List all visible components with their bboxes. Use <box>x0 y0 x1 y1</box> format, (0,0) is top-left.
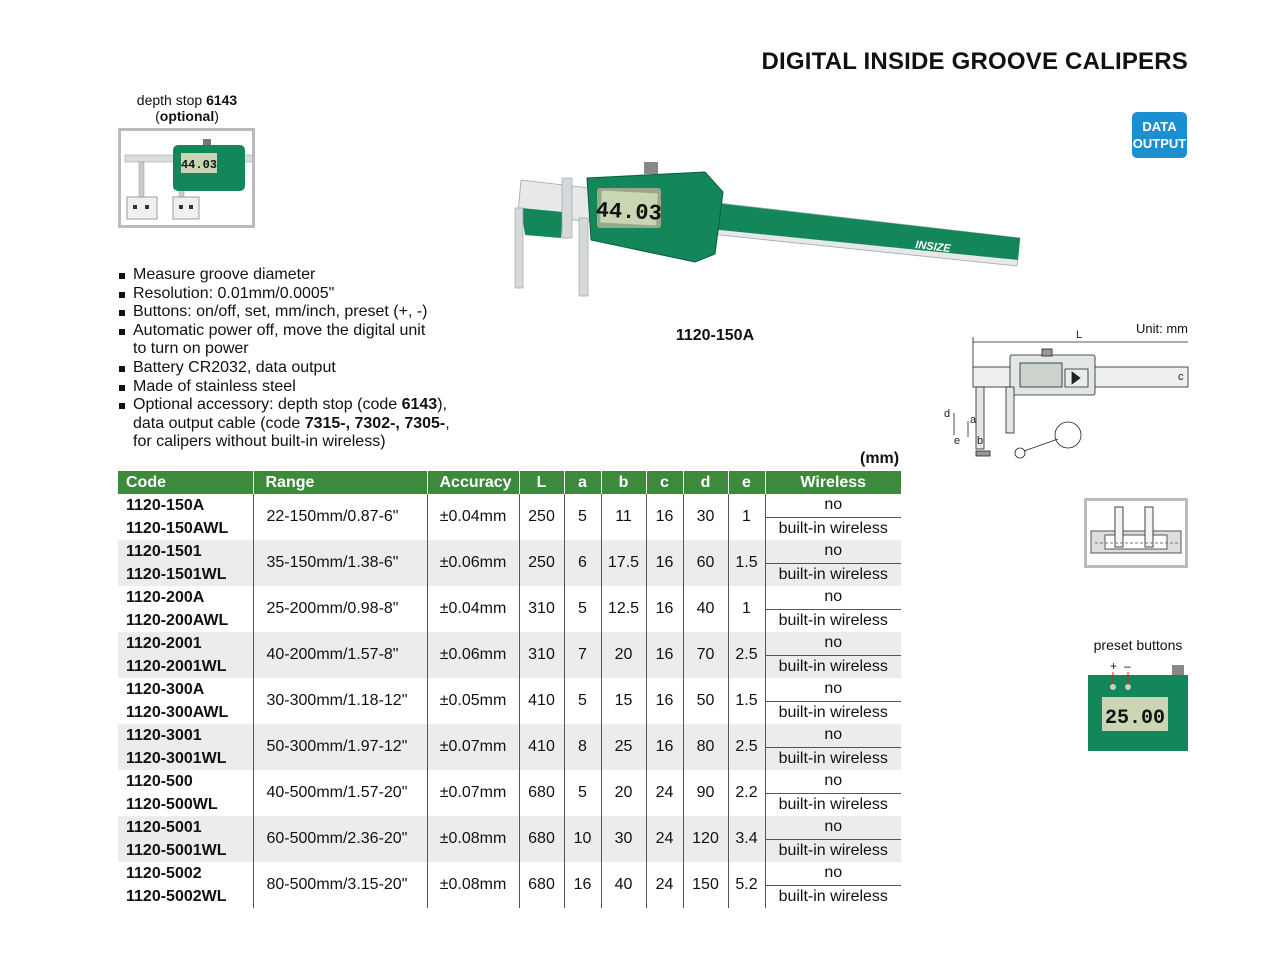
c-cell: 16 <box>646 586 683 632</box>
accuracy-cell: ±0.06mm <box>427 540 519 586</box>
range-cell: 30-300mm/1.18-12" <box>253 678 427 724</box>
feature-item: Optional accessory: depth stop (code 6143), <box>118 396 478 415</box>
accuracy-cell: ±0.06mm <box>427 632 519 678</box>
wireless-cell: no <box>765 586 901 609</box>
code-cell: 1120-5001 <box>118 816 253 839</box>
table-row <box>118 770 901 793</box>
code-cell: 1120-200A <box>118 586 253 609</box>
l-cell: 680 <box>519 816 564 862</box>
wireless-cell: no <box>765 770 901 793</box>
wireless-cell: built-in wireless <box>765 701 901 724</box>
c-cell: 16 <box>646 724 683 770</box>
drawing-label-L: L <box>1076 329 1083 341</box>
e-cell: 1.5 <box>728 678 765 724</box>
code-cell: 1120-5001WL <box>118 839 253 862</box>
range-cell: 80-500mm/3.15-20" <box>253 862 427 908</box>
a-cell: 10 <box>564 816 601 862</box>
accuracy-cell: ±0.07mm <box>427 770 519 816</box>
header-b: b <box>601 471 646 494</box>
c-cell: 16 <box>646 540 683 586</box>
c-cell: 16 <box>646 678 683 724</box>
header-a: a <box>564 471 601 494</box>
e-cell: 3.4 <box>728 816 765 862</box>
d-cell: 90 <box>683 770 728 816</box>
wireless-cell: no <box>765 816 901 839</box>
code-cell: 1120-2001 <box>118 632 253 655</box>
header-wireless: Wireless <box>765 471 901 494</box>
l-cell: 680 <box>519 770 564 816</box>
range-cell: 22-150mm/0.87-6" <box>253 494 427 540</box>
e-cell: 2.5 <box>728 724 765 770</box>
wireless-cell: no <box>765 632 901 655</box>
a-cell: 5 <box>564 678 601 724</box>
l-cell: 310 <box>519 586 564 632</box>
wireless-cell: built-in wireless <box>765 563 901 586</box>
header-code: Code <box>118 471 253 494</box>
code-cell: 1120-1501WL <box>118 563 253 586</box>
preset-minus-label: – <box>1124 659 1131 673</box>
depth-stop-caption: depth stop 6143 (optional) <box>136 92 238 124</box>
table-row <box>118 494 901 517</box>
wireless-cell: built-in wireless <box>765 609 901 632</box>
caliper-lcd-text: 44.03 <box>595 198 663 227</box>
preset-buttons-image <box>1088 657 1188 751</box>
range-cell: 60-500mm/2.36-20" <box>253 816 427 862</box>
d-cell: 30 <box>683 494 728 540</box>
b-cell: 20 <box>601 632 646 678</box>
wireless-cell: no <box>765 724 901 747</box>
code-cell: 1120-2001WL <box>118 655 253 678</box>
feature-item: Automatic power off, move the digital unit <box>118 322 478 341</box>
l-cell: 410 <box>519 678 564 724</box>
d-cell: 70 <box>683 632 728 678</box>
b-cell: 20 <box>601 770 646 816</box>
l-cell: 680 <box>519 862 564 908</box>
header-c: c <box>646 471 683 494</box>
table-header-row <box>118 471 901 494</box>
drawing-label-a: a <box>970 414 977 426</box>
caliper-image <box>505 158 1025 298</box>
a-cell: 8 <box>564 724 601 770</box>
wireless-cell: no <box>765 540 901 563</box>
range-cell: 35-150mm/1.38-6" <box>253 540 427 586</box>
accuracy-cell: ±0.04mm <box>427 494 519 540</box>
badge-line-2: OUTPUT <box>1132 136 1187 151</box>
table-row <box>118 724 901 747</box>
accuracy-cell: ±0.07mm <box>427 724 519 770</box>
l-cell: 310 <box>519 632 564 678</box>
code-cell: 1120-300A <box>118 678 253 701</box>
d-cell: 120 <box>683 816 728 862</box>
a-cell: 7 <box>564 632 601 678</box>
table-row <box>118 678 901 701</box>
table-row <box>118 632 901 655</box>
b-cell: 30 <box>601 816 646 862</box>
a-cell: 6 <box>564 540 601 586</box>
drawing-label-c: c <box>1178 371 1184 383</box>
c-cell: 16 <box>646 632 683 678</box>
drawing-label-e: e <box>954 435 961 447</box>
code-cell: 1120-3001 <box>118 724 253 747</box>
e-cell: 1.5 <box>728 540 765 586</box>
wireless-cell: no <box>765 494 901 517</box>
d-cell: 40 <box>683 586 728 632</box>
b-cell: 17.5 <box>601 540 646 586</box>
wireless-cell: built-in wireless <box>765 839 901 862</box>
feature-item: to turn on power <box>133 340 249 358</box>
table-row <box>118 540 901 563</box>
e-cell: 2.5 <box>728 632 765 678</box>
badge-line-1: DATA <box>1142 119 1177 134</box>
a-cell: 5 <box>564 586 601 632</box>
wireless-cell: built-in wireless <box>765 885 901 908</box>
accuracy-cell: ±0.04mm <box>427 586 519 632</box>
c-cell: 24 <box>646 816 683 862</box>
feature-item: Buttons: on/off, set, mm/inch, preset (+, -) <box>118 303 478 322</box>
code-cell: 1120-3001WL <box>118 747 253 770</box>
feature-list <box>118 266 478 452</box>
preset-buttons-caption: preset buttons <box>1093 637 1183 653</box>
code-cell: 1120-500WL <box>118 793 253 816</box>
feature-item: Measure groove diameter <box>118 266 478 285</box>
l-cell: 250 <box>519 540 564 586</box>
caliper-brand-text: INSIZE <box>914 239 952 256</box>
code-cell: 1120-5002 <box>118 862 253 885</box>
code-cell: 1120-150A <box>118 494 253 517</box>
header-e: e <box>728 471 765 494</box>
wireless-cell: no <box>765 678 901 701</box>
model-label: 1120-150A <box>675 327 755 344</box>
technical-drawing <box>940 325 1190 465</box>
b-cell: 40 <box>601 862 646 908</box>
code-cell: 1120-5002WL <box>118 885 253 908</box>
range-cell: 25-200mm/0.98-8" <box>253 586 427 632</box>
page-title: DIGITAL INSIDE GROOVE CALIPERS <box>761 48 1188 75</box>
data-output-badge <box>1132 112 1187 158</box>
code-cell: 1120-500 <box>118 770 253 793</box>
wireless-cell: built-in wireless <box>765 655 901 678</box>
preset-plus-label: + <box>1110 659 1118 673</box>
feature-item: for calipers without built-in wireless) <box>133 433 386 451</box>
a-cell: 5 <box>564 770 601 816</box>
range-cell: 50-300mm/1.97-12" <box>253 724 427 770</box>
code-cell: 1120-200AWL <box>118 609 253 632</box>
accuracy-cell: ±0.05mm <box>427 678 519 724</box>
depth-stop-image <box>118 128 255 228</box>
preset-lcd-text: 25.00 <box>1104 707 1166 730</box>
header-range: Range <box>253 471 427 494</box>
l-cell: 410 <box>519 724 564 770</box>
table-row <box>118 862 901 885</box>
c-cell: 16 <box>646 494 683 540</box>
specification-table <box>118 471 901 908</box>
b-cell: 25 <box>601 724 646 770</box>
b-cell: 12.5 <box>601 586 646 632</box>
c-cell: 24 <box>646 862 683 908</box>
l-cell: 250 <box>519 494 564 540</box>
b-cell: 15 <box>601 678 646 724</box>
drawing-label-d: d <box>944 408 951 420</box>
feature-item: data output cable (code 7315-, 7302-, 7305-, <box>133 414 450 432</box>
d-cell: 80 <box>683 724 728 770</box>
code-cell: 1120-1501 <box>118 540 253 563</box>
header-d: d <box>683 471 728 494</box>
c-cell: 24 <box>646 770 683 816</box>
range-cell: 40-500mm/1.57-20" <box>253 770 427 816</box>
header-L: L <box>519 471 564 494</box>
d-cell: 150 <box>683 862 728 908</box>
header-accuracy: Accuracy <box>427 471 519 494</box>
wireless-cell: built-in wireless <box>765 747 901 770</box>
table-row <box>118 586 901 609</box>
b-cell: 11 <box>601 494 646 540</box>
d-cell: 60 <box>683 540 728 586</box>
feature-item: Battery CR2032, data output <box>118 359 478 378</box>
a-cell: 16 <box>564 862 601 908</box>
unit-label: Unit: mm <box>1136 321 1188 336</box>
feature-item: Made of stainless steel <box>118 378 478 397</box>
code-cell: 1120-150AWL <box>118 517 253 540</box>
groove-measurement-image <box>1084 498 1188 568</box>
table-unit-label: (mm) <box>860 450 900 467</box>
depth-stop-lcd-text: 44.03 <box>180 158 218 172</box>
wireless-cell: built-in wireless <box>765 517 901 540</box>
range-cell: 40-200mm/1.57-8" <box>253 632 427 678</box>
e-cell: 2.2 <box>728 770 765 816</box>
feature-item: Resolution: 0.01mm/0.0005" <box>118 285 478 304</box>
code-cell: 1120-300AWL <box>118 701 253 724</box>
e-cell: 5.2 <box>728 862 765 908</box>
a-cell: 5 <box>564 494 601 540</box>
accuracy-cell: ±0.08mm <box>427 816 519 862</box>
e-cell: 1 <box>728 586 765 632</box>
table-row <box>118 816 901 839</box>
wireless-cell: no <box>765 862 901 885</box>
d-cell: 50 <box>683 678 728 724</box>
e-cell: 1 <box>728 494 765 540</box>
drawing-label-b: b <box>977 435 984 447</box>
depth-stop-code: 6143 <box>206 92 238 108</box>
accuracy-cell: ±0.08mm <box>427 862 519 908</box>
wireless-cell: built-in wireless <box>765 793 901 816</box>
